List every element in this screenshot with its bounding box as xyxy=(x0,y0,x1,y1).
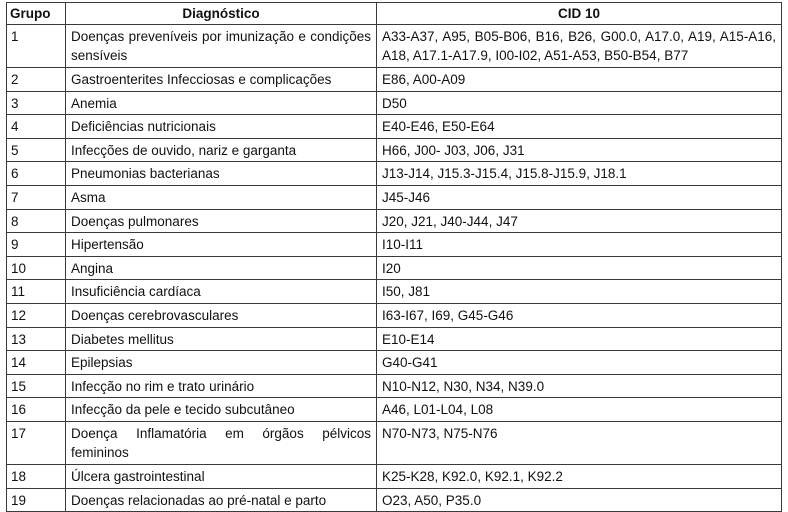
cell-cid: A33-A37, A95, B05-B06, B16, B26, G00.0, A17.0, A19, A15-A16, A18, A17.1-A17.9, I00-I02, A51-A53, B50-B54, B77 xyxy=(377,25,782,68)
table-row xyxy=(7,303,782,327)
table-row xyxy=(7,91,782,115)
cell-cid: I63-I67, I69, G45-G46 xyxy=(377,303,782,327)
cell-diagnostico: Infecção no rim e trato urinário xyxy=(66,374,377,398)
header-row xyxy=(7,3,782,25)
cell-diagnostico: Doenças preveníveis por imunização e condições sensíveis xyxy=(66,25,377,68)
cell-cid: I20 xyxy=(377,256,782,280)
table-row xyxy=(7,421,782,464)
cell-grupo: 2 xyxy=(7,68,66,92)
table-row xyxy=(7,233,782,257)
cell-grupo: 8 xyxy=(7,209,66,233)
cell-grupo: 14 xyxy=(7,351,66,375)
cell-diagnostico: Hipertensão xyxy=(66,233,377,257)
cell-cid: E40-E46, E50-E64 xyxy=(377,115,782,139)
cell-diagnostico: Anemia xyxy=(66,91,377,115)
cell-grupo: 3 xyxy=(7,91,66,115)
cell-diagnostico: Gastroenterites Infecciosas e complicações xyxy=(66,68,377,92)
cell-diagnostico: Doenças cerebrovasculares xyxy=(66,303,377,327)
cid-table xyxy=(6,2,782,512)
cell-grupo: 11 xyxy=(7,280,66,304)
table-row xyxy=(7,162,782,186)
cell-grupo: 16 xyxy=(7,398,66,422)
cell-grupo: 10 xyxy=(7,256,66,280)
cell-cid: J45-J46 xyxy=(377,185,782,209)
table-row xyxy=(7,464,782,488)
table-row xyxy=(7,138,782,162)
cell-cid: I10-I11 xyxy=(377,233,782,257)
cell-diagnostico: Doença Inflamatória em órgãos pélvicos femininos xyxy=(66,421,377,464)
table-row xyxy=(7,115,782,139)
table-row xyxy=(7,280,782,304)
cell-cid: N70-N73, N75-N76 xyxy=(377,421,782,464)
cell-cid: E10-E14 xyxy=(377,327,782,351)
cell-cid: E86, A00-A09 xyxy=(377,68,782,92)
cell-cid: N10-N12, N30, N34, N39.0 xyxy=(377,374,782,398)
table-row xyxy=(7,327,782,351)
cell-grupo: 19 xyxy=(7,488,66,512)
cell-cid: O23, A50, P35.0 xyxy=(377,488,782,512)
table-row xyxy=(7,68,782,92)
cell-grupo: 9 xyxy=(7,233,66,257)
table-row xyxy=(7,25,782,68)
table-body xyxy=(7,25,782,512)
cell-diagnostico: Infecções de ouvido, nariz e garganta xyxy=(66,138,377,162)
cell-diagnostico: Doenças relacionadas ao pré-natal e parto xyxy=(66,488,377,512)
cell-diagnostico: Doenças pulmonares xyxy=(66,209,377,233)
cell-diagnostico: Angina xyxy=(66,256,377,280)
cell-diagnostico: Insuficiência cardíaca xyxy=(66,280,377,304)
cell-diagnostico: Úlcera gastrointestinal xyxy=(66,464,377,488)
cell-diagnostico: Infecção da pele e tecido subcutâneo xyxy=(66,398,377,422)
cell-cid: K25-K28, K92.0, K92.1, K92.2 xyxy=(377,464,782,488)
cell-diagnostico: Epilepsias xyxy=(66,351,377,375)
cell-cid: J13-J14, J15.3-J15.4, J15.8-J15.9, J18.1 xyxy=(377,162,782,186)
cell-diagnostico: Asma xyxy=(66,185,377,209)
cell-diagnostico: Diabetes mellitus xyxy=(66,327,377,351)
cell-grupo: 13 xyxy=(7,327,66,351)
table-header xyxy=(7,3,782,25)
cell-diagnostico: Deficiências nutricionais xyxy=(66,115,377,139)
cell-grupo: 15 xyxy=(7,374,66,398)
cell-grupo: 18 xyxy=(7,464,66,488)
cell-cid: D50 xyxy=(377,91,782,115)
cell-grupo: 4 xyxy=(7,115,66,139)
table-row xyxy=(7,488,782,512)
cell-grupo: 6 xyxy=(7,162,66,186)
table-row xyxy=(7,185,782,209)
cell-grupo: 1 xyxy=(7,25,66,68)
table-row xyxy=(7,398,782,422)
table-row xyxy=(7,209,782,233)
table-row xyxy=(7,351,782,375)
cell-grupo: 5 xyxy=(7,138,66,162)
cell-cid: J20, J21, J40-J44, J47 xyxy=(377,209,782,233)
header-cid: CID 10 xyxy=(377,3,782,25)
cell-grupo: 7 xyxy=(7,185,66,209)
cell-cid: I50, J81 xyxy=(377,280,782,304)
table-row xyxy=(7,256,782,280)
cell-diagnostico: Pneumonias bacterianas xyxy=(66,162,377,186)
cell-cid: G40-G41 xyxy=(377,351,782,375)
cell-cid: H66, J00- J03, J06, J31 xyxy=(377,138,782,162)
cell-cid: A46, L01-L04, L08 xyxy=(377,398,782,422)
cell-grupo: 17 xyxy=(7,421,66,464)
table-row xyxy=(7,374,782,398)
cell-grupo: 12 xyxy=(7,303,66,327)
header-grupo: Grupo xyxy=(7,3,66,25)
header-diagnostico: Diagnóstico xyxy=(66,3,377,25)
